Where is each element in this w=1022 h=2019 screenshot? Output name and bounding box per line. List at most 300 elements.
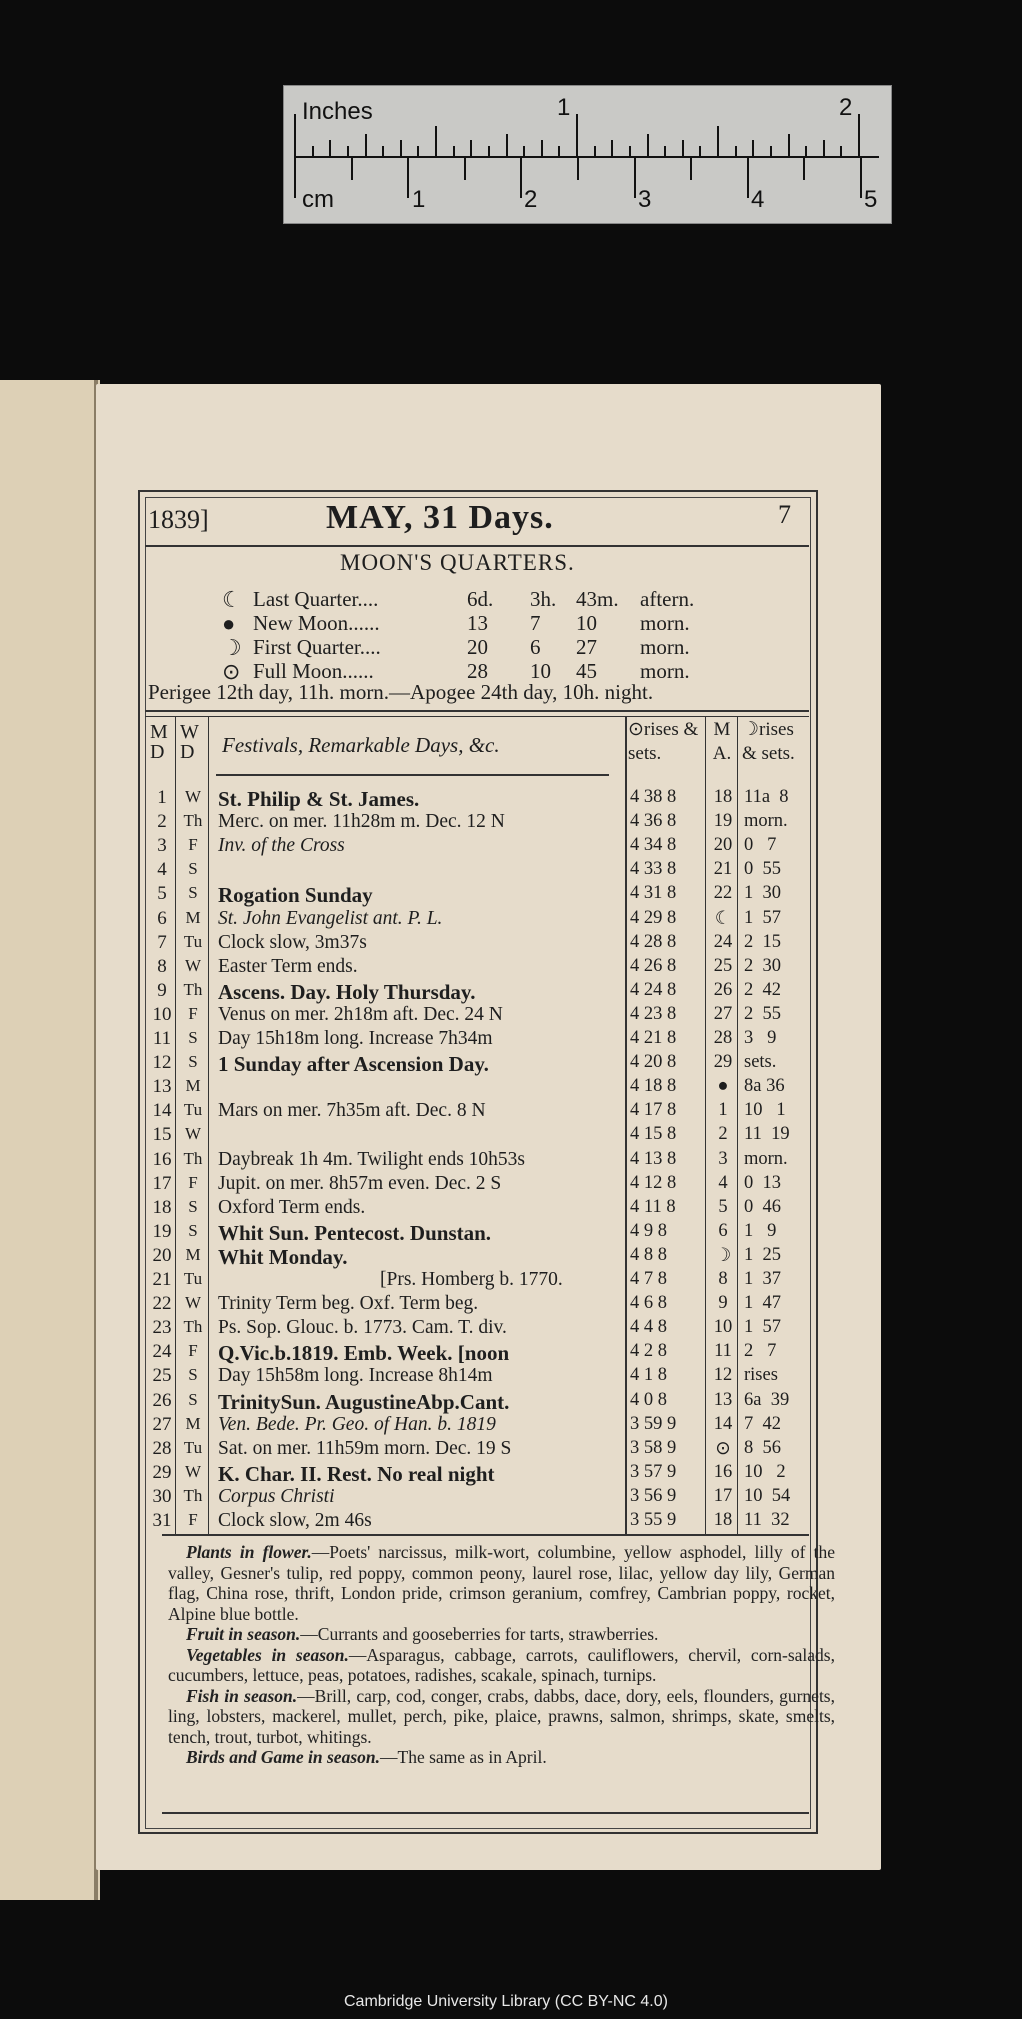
row-sun: 4 24 8 <box>630 979 677 1000</box>
ruler-cm-5: 5 <box>864 186 878 213</box>
col-head-sun: ⊙rises & sets. <box>628 719 699 764</box>
row-ma: ☽ <box>714 1245 732 1266</box>
row-f: Clock slow, 2m 46s <box>218 1510 372 1531</box>
row-d: 23 <box>152 1317 172 1339</box>
note-paragraph <box>168 1747 835 1768</box>
row-w: W <box>184 955 202 975</box>
ruler-inch-tick <box>717 126 719 156</box>
quarter-min: 10 <box>576 611 597 635</box>
ruler-cm-tick <box>351 158 353 180</box>
row-ma: 8 <box>718 1269 728 1289</box>
row-d: 16 <box>152 1148 172 1170</box>
ruler-cm-1: 1 <box>412 186 426 213</box>
quarter-symbol: ☽ <box>222 635 242 660</box>
row-d: 30 <box>152 1485 172 1507</box>
row-moon: 1 9 <box>744 1220 777 1241</box>
page-number: 7 <box>778 500 791 529</box>
row-d: 24 <box>152 1341 172 1363</box>
ruler-inch-tick <box>417 146 419 156</box>
col-head-md: M D <box>150 721 168 763</box>
row-sun: 4 8 8 <box>630 1244 667 1265</box>
ruler-inch-tick <box>294 114 296 156</box>
ruler-inch-tick <box>347 146 349 156</box>
row-ma: ⊙ <box>715 1438 731 1459</box>
quarter-hour: 3h. <box>530 587 557 611</box>
row-moon: sets. <box>744 1052 777 1073</box>
row-ma: 6 <box>718 1220 728 1241</box>
ruler-inch-tick <box>312 146 314 156</box>
row-ma: 13 <box>713 1389 733 1410</box>
row-sun: 3 57 9 <box>630 1461 677 1482</box>
ruler-inch-tick <box>629 146 631 156</box>
ruler-cm-label: cm <box>302 186 334 213</box>
row-sun: 4 15 8 <box>630 1124 677 1145</box>
note-text: —The same as in April. <box>380 1747 547 1767</box>
row-moon: rises <box>744 1365 778 1386</box>
quarter-symbol: ⊙ <box>222 659 241 684</box>
col-rule-2 <box>208 717 209 1534</box>
row-ma: 9 <box>718 1293 728 1314</box>
row-moon: 0 13 <box>744 1172 781 1193</box>
quarter-name: Last Quarter.... <box>253 587 379 611</box>
row-ma: 26 <box>713 979 733 1000</box>
row-sun: 3 59 9 <box>630 1413 677 1434</box>
ruler-cm-tick <box>520 158 522 198</box>
note-label: Plants in flower. <box>186 1542 312 1562</box>
ruler-inch-tick <box>752 140 754 156</box>
quarter-min: 27 <box>576 635 597 659</box>
festival-head-rule <box>216 774 609 776</box>
row-moon: 1 25 <box>744 1244 781 1265</box>
row-f: K. Char. II. Rest. No real night <box>218 1461 495 1486</box>
quarter-part: morn. <box>640 635 690 659</box>
quarter-symbol: ● <box>222 611 236 636</box>
ruler-cm-3: 3 <box>638 186 652 213</box>
row-d: 7 <box>157 931 167 953</box>
row-sun: 4 2 8 <box>630 1341 667 1362</box>
row-d: 26 <box>152 1389 172 1411</box>
ruler-cm-tick <box>860 158 862 198</box>
ruler-cm-tick <box>634 158 636 198</box>
row-w: M <box>185 1244 201 1264</box>
row-ma: 25 <box>713 955 733 976</box>
page-bottom-rule <box>162 1812 809 1814</box>
ruler-cm-2: 2 <box>524 186 538 213</box>
row-f: Inv. of the Cross <box>218 835 345 857</box>
row-ma: 29 <box>713 1052 733 1073</box>
row-w: Tu <box>183 1269 203 1288</box>
row-f: St. John Evangelist ant. P. L. <box>218 907 443 929</box>
header-rule <box>145 545 809 547</box>
row-moon: 0 7 <box>744 835 777 856</box>
note-text: —Brill, carp, cod, conger, crabs, dabbs, dace, dory, eels, flounders, gurnets, ling, lobsters, mackerel, mullet, perch, pike, plaice, prawns, salmon, shrimps, skate, smelts, tench, trout, turbot, whitings. <box>168 1685 835 1747</box>
row-w: S <box>188 1365 198 1385</box>
ruler-inch-tick <box>400 140 402 156</box>
row-sun: 4 11 8 <box>630 1196 676 1217</box>
row-d: 9 <box>157 979 167 1001</box>
row-f: Whit Sun. Pentecost. Dunstan. <box>218 1220 492 1245</box>
ruler-inch-tick <box>488 146 490 156</box>
row-sun: 4 4 8 <box>630 1317 667 1338</box>
row-d: 5 <box>157 883 167 905</box>
quarter-min: 43m. <box>576 587 619 611</box>
row-ma: 14 <box>713 1413 733 1434</box>
note-text: —Currants and gooseberries for tarts, strawberries. <box>300 1624 659 1644</box>
row-moon: 11 32 <box>744 1510 790 1530</box>
row-sun: 4 28 8 <box>630 931 677 952</box>
row-w: M <box>185 907 201 927</box>
row-f: Venus on mer. 2h18m aft. Dec. 24 N <box>218 1003 503 1025</box>
col-head-festivals: Festivals, Remarkable Days, &c. <box>222 733 500 757</box>
row-moon: 2 15 <box>744 931 781 952</box>
row-sun: 4 33 8 <box>630 859 677 880</box>
row-f: Corpus Christi <box>218 1485 335 1507</box>
row-w: M <box>185 1076 201 1096</box>
row-sun: 4 1 8 <box>630 1365 667 1386</box>
row-d: 31 <box>152 1510 172 1531</box>
row-sun: 4 0 8 <box>630 1389 667 1410</box>
quarter-min: 45 <box>576 659 597 683</box>
quarter-hour: 6 <box>530 635 541 659</box>
row-d: 1 <box>157 787 167 808</box>
row-sun: 4 20 8 <box>630 1052 677 1073</box>
table-top-rule <box>145 710 809 712</box>
ruler-inch-tick <box>541 140 543 156</box>
row-moon: 10 54 <box>744 1485 791 1506</box>
row-ma: 24 <box>713 931 733 952</box>
row-d: 14 <box>152 1100 172 1122</box>
row-ma: 3 <box>718 1148 728 1169</box>
table-top-rule-2 <box>145 716 809 717</box>
row-f: Easter Term ends. <box>218 955 358 977</box>
row-w: Tu <box>183 931 203 951</box>
row-f: Trinity Term beg. Oxf. Term beg. <box>218 1293 479 1315</box>
row-d: 28 <box>152 1437 172 1459</box>
row-w: W <box>184 1124 202 1144</box>
ruler-inch-tick <box>365 134 367 156</box>
scale-ruler <box>283 85 892 224</box>
ruler-cm-tick <box>294 158 296 198</box>
ruler-inch-tick <box>647 134 649 156</box>
row-d: 18 <box>152 1196 172 1218</box>
row-d: 29 <box>152 1461 172 1483</box>
ruler-cm-tick <box>690 158 692 180</box>
row-f: Jupit. on mer. 8h57m even. Dec. 2 S <box>218 1172 502 1194</box>
row-f: Day 15h18m long. Increase 7h34m <box>218 1028 493 1049</box>
note-label: Vegetables in season. <box>186 1644 349 1665</box>
note-text: —Asparagus, cabbage, carrots, cauliflowers, chervil, corn-salads, cucumbers, lettuce, peas, potatoes, radishes, scakale, spinach, turnips. <box>168 1644 835 1685</box>
row-d: 13 <box>152 1076 172 1098</box>
row-moon: 10 1 <box>744 1100 786 1121</box>
row-w: S <box>188 1389 198 1409</box>
row-moon: 0 55 <box>744 859 781 880</box>
row-moon: 2 30 <box>744 955 781 976</box>
row-w: F <box>188 1510 198 1529</box>
row-ma: ☾ <box>714 908 732 929</box>
row-ma: 18 <box>713 787 733 807</box>
row-d: 4 <box>157 859 167 881</box>
row-f: Daybreak 1h 4m. Twilight ends 10h53s <box>218 1148 525 1170</box>
notes-block <box>168 1542 835 1768</box>
quarter-hour: 10 <box>530 659 551 683</box>
quarter-day: 6d. <box>467 587 494 611</box>
row-ma: 16 <box>713 1461 733 1482</box>
moon-quarters-heading: MOON'S QUARTERS. <box>340 550 575 575</box>
row-f: Day 15h58m long. Increase 8h14m <box>218 1365 493 1387</box>
row-f: Merc. on mer. 11h28m m. Dec. 12 N <box>218 811 505 833</box>
row-f: Rogation Sunday <box>218 883 373 908</box>
row-sun: 3 58 9 <box>630 1437 677 1458</box>
row-sun: 4 38 8 <box>630 787 677 807</box>
row-moon: 10 2 <box>744 1461 786 1482</box>
row-moon: 1 57 <box>744 1317 781 1338</box>
row-w: F <box>188 1341 198 1361</box>
row-f: TrinitySun. AugustineAbp.Cant. <box>218 1389 510 1414</box>
col-head-moon: ☽rises & sets. <box>742 719 795 764</box>
note-label: Birds and Game in season. <box>186 1747 380 1767</box>
row-sun: 4 36 8 <box>630 811 677 832</box>
row-sun: 4 21 8 <box>630 1028 677 1048</box>
row-d: 15 <box>152 1124 172 1146</box>
note-label: Fruit in season. <box>186 1624 301 1644</box>
row-f: Ven. Bede. Pr. Geo. of Han. b. 1819 <box>218 1413 496 1435</box>
note-label: Fish in season. <box>186 1685 298 1706</box>
ruler-inch-tick <box>735 146 737 156</box>
row-w: Th <box>183 1148 203 1168</box>
row-d: 22 <box>152 1293 172 1315</box>
row-w: M <box>185 1413 201 1433</box>
row-ma: 2 <box>718 1124 728 1145</box>
row-ma: 17 <box>713 1485 733 1506</box>
row-w: W <box>184 1461 202 1481</box>
row-ma: 19 <box>713 811 733 832</box>
row-w: Tu <box>183 1100 203 1120</box>
row-w: Th <box>183 811 203 831</box>
ruler-inch-tick <box>788 134 790 156</box>
note-paragraph <box>168 1542 835 1624</box>
quarter-day: 13 <box>467 611 488 635</box>
row-sun: 4 18 8 <box>630 1076 677 1097</box>
ruler-inch-tick <box>558 146 560 156</box>
row-w: Tu <box>183 1437 203 1457</box>
quarter-day: 20 <box>467 635 488 659</box>
ruler-inch-tick <box>699 146 701 156</box>
row-sun: 4 13 8 <box>630 1148 677 1169</box>
note-paragraph <box>168 1645 835 1686</box>
page-title: MAY, 31 Days. <box>326 499 554 536</box>
ruler-inch-1: 1 <box>557 94 571 121</box>
ruler-inch-tick <box>682 140 684 156</box>
row-moon: 1 47 <box>744 1293 781 1314</box>
row-w: Th <box>183 979 203 999</box>
row-moon: 0 46 <box>744 1196 781 1217</box>
row-moon: 6a 39 <box>744 1389 790 1410</box>
col-head-wd: W D <box>180 721 199 763</box>
row-moon: 2 55 <box>744 1003 781 1024</box>
row-w: S <box>188 859 198 879</box>
row-sun: 4 31 8 <box>630 883 677 904</box>
note-text: —Poets' narcissus, milk-wort, columbine, yellow asphodel, lilly of the valley, Gesner's tulip, red poppy, common peony, laurel rose, lilac, yellow day lily, German flag, China rose, thrift, London pride, crimson geranium, comfrey, Cambrian poppy, rocket, Alpine blue bottle. <box>168 1542 835 1624</box>
row-moon: morn. <box>744 811 788 832</box>
row-ma: 5 <box>718 1196 728 1217</box>
col-rule-1 <box>175 717 176 1534</box>
row-moon: 7 42 <box>744 1413 781 1434</box>
row-moon: 3 9 <box>744 1028 777 1048</box>
row-moon: 8 56 <box>744 1437 781 1458</box>
ruler-inch-tick <box>453 146 455 156</box>
row-sun: 4 12 8 <box>630 1172 677 1193</box>
ruler-inch-tick <box>470 140 472 156</box>
row-ma: 27 <box>713 1003 733 1024</box>
image-credit: Cambridge University Library (CC BY-NC 4.0) <box>344 1993 668 2010</box>
quarter-part: morn. <box>640 659 690 683</box>
ruler-cm-tick <box>577 158 579 180</box>
row-d: 8 <box>157 955 167 977</box>
row-f: [Prs. Homberg b. 1770. <box>380 1269 563 1290</box>
row-d: 20 <box>152 1244 172 1266</box>
ruler-inch-tick <box>506 134 508 156</box>
row-ma: 18 <box>713 1510 733 1530</box>
row-sun: 4 9 8 <box>630 1220 667 1241</box>
ruler-inch-tick <box>435 126 437 156</box>
row-moon: 8a 36 <box>744 1076 785 1097</box>
row-d: 10 <box>152 1003 172 1025</box>
ruler-inch-tick <box>576 114 578 156</box>
row-w: F <box>188 835 198 855</box>
row-ma: 22 <box>713 883 733 904</box>
row-ma: ● <box>717 1076 729 1097</box>
row-sun: 3 56 9 <box>630 1485 677 1506</box>
ruler-cm-4: 4 <box>751 186 765 213</box>
ruler-inch-tick <box>858 114 860 156</box>
row-moon: 2 7 <box>744 1341 777 1362</box>
row-ma: 10 <box>713 1317 733 1338</box>
row-sun: 4 34 8 <box>630 835 677 856</box>
ruler-inch-tick <box>840 146 842 156</box>
ruler-cm-tick <box>464 158 466 180</box>
row-d: 11 <box>152 1028 172 1049</box>
ruler-line <box>294 156 879 158</box>
row-ma: 20 <box>713 835 733 856</box>
row-d: 3 <box>157 835 167 857</box>
ruler-inch-tick <box>329 140 331 156</box>
col-rule-3 <box>625 717 627 1534</box>
quarter-name: New Moon...... <box>253 611 380 635</box>
row-f: Sat. on mer. 11h59m morn. Dec. 19 S <box>218 1437 512 1459</box>
row-ma: 11 <box>714 1341 732 1362</box>
row-f: Q.Vic.b.1819. Emb. Week. [noon <box>218 1341 510 1366</box>
quarter-symbol: ☾ <box>222 587 242 612</box>
ruler-inch-tick <box>523 146 525 156</box>
row-f: Whit Monday. <box>218 1244 348 1269</box>
row-moon: 11 19 <box>744 1124 790 1145</box>
ruler-inch-tick <box>823 140 825 156</box>
row-d: 17 <box>152 1172 172 1194</box>
ruler-inch-tick <box>770 146 772 156</box>
row-ma: 28 <box>713 1028 733 1048</box>
row-f: St. Philip & St. James. <box>218 787 420 811</box>
row-w: Th <box>183 1485 203 1505</box>
col-rule-4 <box>705 717 706 1534</box>
row-ma: 21 <box>713 859 733 880</box>
row-w: S <box>188 1052 198 1072</box>
row-f: 1 Sunday after Ascension Day. <box>218 1052 489 1077</box>
quarter-part: aftern. <box>640 587 695 611</box>
row-w: S <box>188 1196 198 1216</box>
row-d: 2 <box>157 811 167 833</box>
col-head-ma: M A. <box>712 719 732 764</box>
ruler-inch-tick <box>611 140 613 156</box>
row-d: 19 <box>152 1220 172 1242</box>
quarter-day: 28 <box>467 659 488 683</box>
ruler-cm-tick <box>407 158 409 198</box>
ruler-cm-tick <box>747 158 749 198</box>
ruler-inch-2: 2 <box>839 94 853 121</box>
row-moon: 1 30 <box>744 883 781 904</box>
row-w: S <box>188 883 198 903</box>
row-w: W <box>184 787 202 806</box>
row-sun: 4 29 8 <box>630 907 677 928</box>
row-f: Ps. Sop. Glouc. b. 1773. Cam. T. div. <box>218 1317 507 1339</box>
ruler-inches-label: Inches <box>302 98 373 125</box>
quarter-name: Full Moon...... <box>253 659 374 683</box>
quarter-hour: 7 <box>530 611 541 635</box>
row-sun: 4 17 8 <box>630 1100 677 1121</box>
row-moon: 2 42 <box>744 979 781 1000</box>
row-ma: 4 <box>718 1172 728 1193</box>
note-paragraph <box>168 1686 835 1748</box>
quarter-part: morn. <box>640 611 690 635</box>
row-moon: 1 57 <box>744 907 781 928</box>
row-w: S <box>188 1028 198 1047</box>
ruler-cm-tick <box>803 158 805 180</box>
row-d: 25 <box>152 1365 172 1387</box>
row-f: Mars on mer. 7h35m aft. Dec. 8 N <box>218 1100 486 1122</box>
row-sun: 4 7 8 <box>630 1269 667 1289</box>
row-d: 21 <box>152 1269 172 1290</box>
ruler-inch-tick <box>805 146 807 156</box>
row-d: 6 <box>157 907 167 929</box>
row-d: 12 <box>152 1052 172 1074</box>
ruler-inch-tick <box>594 146 596 156</box>
row-sun: 4 6 8 <box>630 1293 667 1314</box>
row-ma: 1 <box>718 1100 728 1121</box>
row-w: F <box>188 1003 198 1023</box>
row-w: S <box>188 1220 198 1240</box>
row-sun: 3 55 9 <box>630 1510 677 1530</box>
row-w: F <box>188 1172 198 1192</box>
left-page-edge <box>0 380 100 1900</box>
row-f: Oxford Term ends. <box>218 1196 366 1218</box>
row-sun: 4 26 8 <box>630 955 677 976</box>
note-paragraph <box>168 1624 835 1645</box>
row-w: Th <box>183 1317 203 1337</box>
ruler-inch-tick <box>382 146 384 156</box>
row-f: Ascens. Day. Holy Thursday. <box>218 979 476 1004</box>
row-moon: 11a 8 <box>744 787 789 807</box>
notes-top-rule <box>162 1534 809 1536</box>
quarter-name: First Quarter.... <box>253 635 381 659</box>
perigee-line: Perigee 12th day, 11h. morn.—Apogee 24th day, 10h. night. <box>148 680 654 704</box>
row-d: 27 <box>152 1413 172 1435</box>
row-moon: morn. <box>744 1148 788 1169</box>
row-ma: 12 <box>713 1365 733 1386</box>
row-moon: 1 37 <box>744 1269 781 1289</box>
row-sun: 4 23 8 <box>630 1003 677 1024</box>
row-w: W <box>184 1293 202 1313</box>
year-label: 1839] <box>148 505 209 534</box>
row-f: Clock slow, 3m37s <box>218 931 367 953</box>
